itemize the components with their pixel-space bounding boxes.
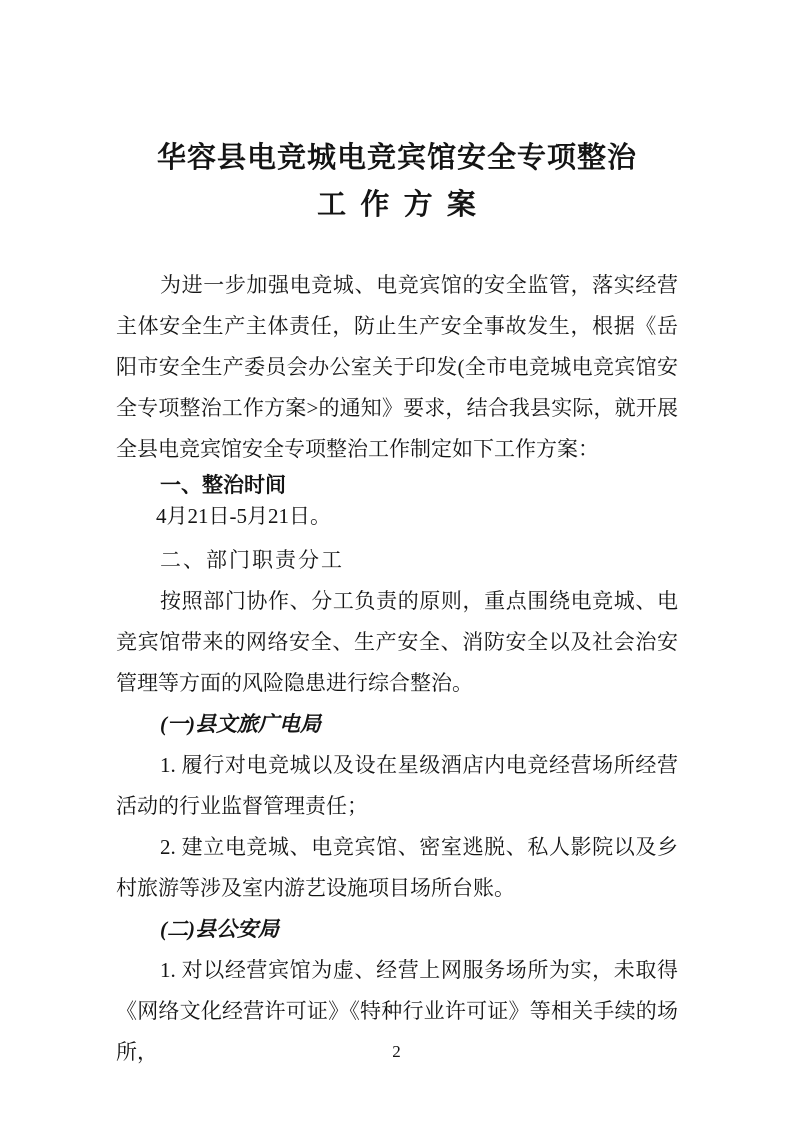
dept-1-heading: (一)县文旅广电局	[160, 712, 321, 736]
title-line-2: 工 作 方 案	[317, 189, 477, 221]
section-1-body: 4月21日-5月21日。	[156, 504, 331, 528]
intro-paragraph: 为进一步加强电竞城、电竞宾馆的安全监管，落实经营主体安全生产主体责任，防止生产安全事故发生，根据《岳阳市安全生产委员会办公室关于印发(全市电竞城电竞宾馆安全专项整治工作方案>的通知》要求，结合我县实际，就开展全县电竞宾馆安全专项整治工作制定如下工作方案：	[116, 273, 678, 461]
section-2-intro: 按照部门协作、分工负责的原则，重点围绕电竞城、电竞宾馆带来的网络安全、生产安全、消防安全以及社会治安管理等方面的风险隐患进行综合整治。	[116, 589, 678, 695]
section-1-heading: 一、整治时间	[160, 474, 286, 497]
title-line-1: 华容县电竞城电竞宾馆安全专项整治	[156, 142, 637, 174]
dept-2-item-1: 1. 对以经营宾馆为虚、经营上网服务场所为实，未取得《网络文化经营许可证》《特种行业许可证》等相关手续的场所，	[116, 958, 678, 1064]
dept-1-item-1: 1. 履行对电竞城以及设在星级酒店内电竞经营场所经营活动的行业监督管理责任；	[116, 753, 678, 818]
dept-1-item-2: 2. 建立电竞城、电竞宾馆、密室逃脱、私人影院以及乡村旅游等涉及室内游艺设施项目场所台账。	[116, 835, 678, 900]
document-content	[116, 135, 678, 1073]
page-number: 2	[392, 1042, 401, 1061]
section-2-heading: 二、部门职责分工	[160, 548, 344, 572]
dept-2-heading: (二)县公安局	[160, 917, 279, 941]
document-title	[116, 135, 678, 229]
